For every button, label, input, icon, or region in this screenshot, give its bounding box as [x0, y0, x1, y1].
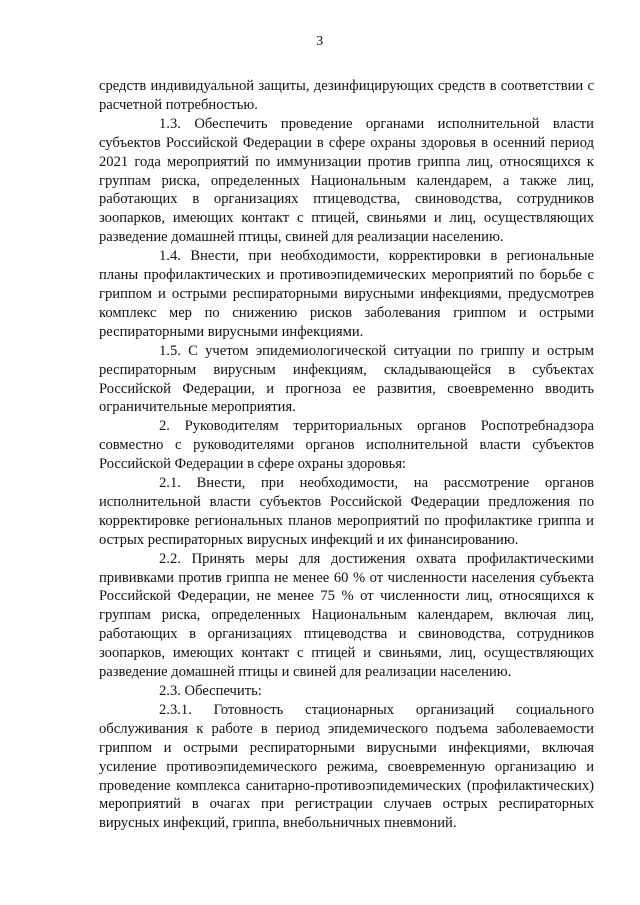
paragraph-2-3-1 [99, 701, 594, 833]
paragraph-1-4 [99, 247, 594, 342]
paragraph-text: С учетом эпидемиологической ситуации по гриппу и острым респираторным вирусным инфекциям, складывающейся в субъектах Российской Федерации, и прогноза ее развития, своевременно вводить ограничительные мероприятия. [99, 342, 594, 416]
paragraph-number: 1.4. [159, 248, 181, 265]
paragraph-text: Руководителям территориальных органов Роспотребнадзора совместно с руководителями органов исполнительной власти субъектов Российской Федерации в сфере охраны здоровья: [99, 418, 594, 473]
document-body [99, 77, 594, 833]
paragraph-2-2 [99, 550, 594, 682]
paragraph-1-3 [99, 115, 594, 247]
paragraph-text: Готовность стационарных организаций социального обслуживания к работе в период эпидемического подъема заболеваемости гриппом и острыми респираторными вирусными инфекциями, включая усиление противоэпидемического режима, своевременную организацию и проведение комплекса санитарно-противоэпидемических (профилактических) мероприятий в очагах при регистрации случаев острых респираторных вирусных инфекций, гриппа, внебольничных пневмоний. [99, 701, 594, 832]
paragraph-number: 2.3. [159, 683, 181, 699]
paragraph-1-5 [99, 342, 594, 418]
paragraph-2 [99, 417, 594, 474]
paragraph-number: 1.5. [159, 342, 181, 359]
paragraph-text: Внести, при необходимости, корректировки в региональные планы профилактических и противоэпидемических мероприятий по борьбе с гриппом и острыми респираторными вирусными инфекциями, предусмотрев комплекс мер по снижению рисков заболевания гриппом и острыми респираторными вирусными инфекциями. [99, 248, 594, 340]
paragraph-text: Внести, при необходимости, на рассмотрение органов исполнительной власти субъектов Российской Федерации предложения по корректировке региональных планов мероприятий по профилактике гриппа и острых респираторных вирусных инфекций и их финансированию. [99, 475, 594, 548]
paragraph-continuation [99, 77, 594, 115]
paragraph-text: средств индивидуальной защиты, дезинфицирующих средств в соответствии с расчетной потребностью. [99, 78, 594, 113]
page-number: 3 [316, 34, 324, 49]
paragraph-2-3 [99, 682, 594, 701]
paragraph-number: 1.3. [159, 115, 181, 132]
paragraph-text: Обеспечить проведение органами исполнительной власти субъектов Российской Федерации в сфере охраны здоровья в осенний период 2021 года мероприятий по иммунизации против гриппа лиц, относящихся к группам риска, определенных Национальным календарем, а также лиц, работающих в организациях птицеводства, свиноводства, сотрудников зоопарков, имеющих контакт с птицей, свиньями и лиц, осуществляющих разведение домашней птицы, свиней для реализации населению. [99, 115, 594, 246]
paragraph-number: 2.3.1. [159, 701, 192, 718]
paragraph-number: 2.1. [159, 475, 181, 492]
paragraph-text: Обеспечить: [184, 683, 262, 699]
paragraph-number: 2. [159, 418, 170, 435]
paragraph-number: 2.2. [159, 550, 181, 567]
paragraph-text: Принять меры для достижения охвата профилактическими прививками против гриппа не менее 60 % от численности населения субъекта Российской Федерации, не менее 75 % от численности лиц, относящихся к группам риска, определенных Национальным календарем, включая лиц, работающих в организациях птицеводства и свиноводства, сотрудников зоопарков, имеющих контакт с птицей и свиньями, лиц, осуществляющих разведение домашней птицы и свиней для реализации населению. [99, 550, 594, 681]
paragraph-2-1 [99, 474, 594, 550]
